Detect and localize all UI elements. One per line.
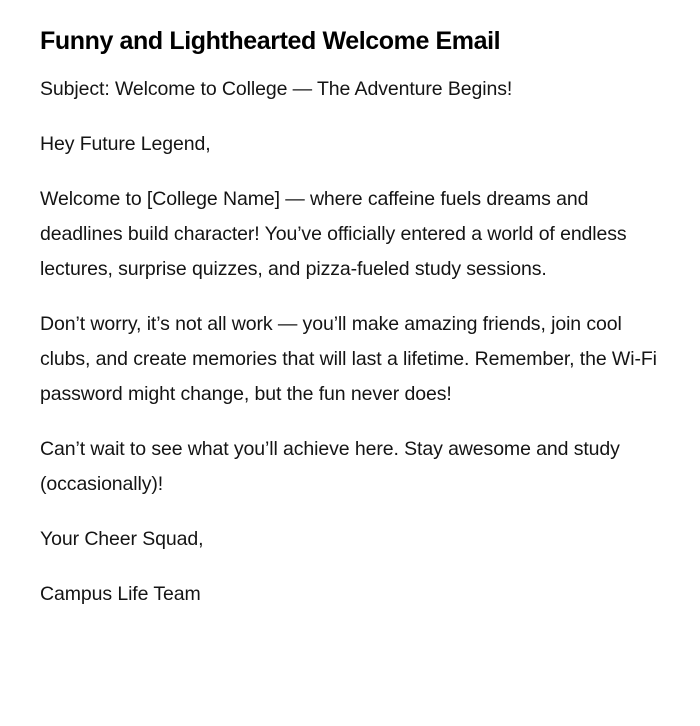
- email-signature: Campus Life Team: [40, 583, 201, 605]
- body-paragraph-encouragement: Can’t wait to see what you’ll achieve here. Stay awesome and study (occasionally)!: [40, 438, 620, 495]
- email-subject: Subject: Welcome to College — The Adventure Begins!: [40, 78, 513, 100]
- email-greeting: Hey Future Legend,: [40, 133, 211, 155]
- body-paragraph-welcome: Welcome to [College Name] — where caffeine fuels dreams and deadlines build character! You’ve officially entered a world of endless lectures, surprise quizzes, and pizza-fueled study sessions.: [40, 188, 627, 280]
- body-paragraph-reassurance: Don’t worry, it’s not all work — you’ll make amazing friends, join cool clubs, and create memories that will last a lifetime. Remember, the Wi-Fi password might change, but the fun never does!: [40, 313, 657, 405]
- document-title: Funny and Lighthearted Welcome Email: [40, 27, 501, 55]
- email-closing: Your Cheer Squad,: [40, 528, 204, 550]
